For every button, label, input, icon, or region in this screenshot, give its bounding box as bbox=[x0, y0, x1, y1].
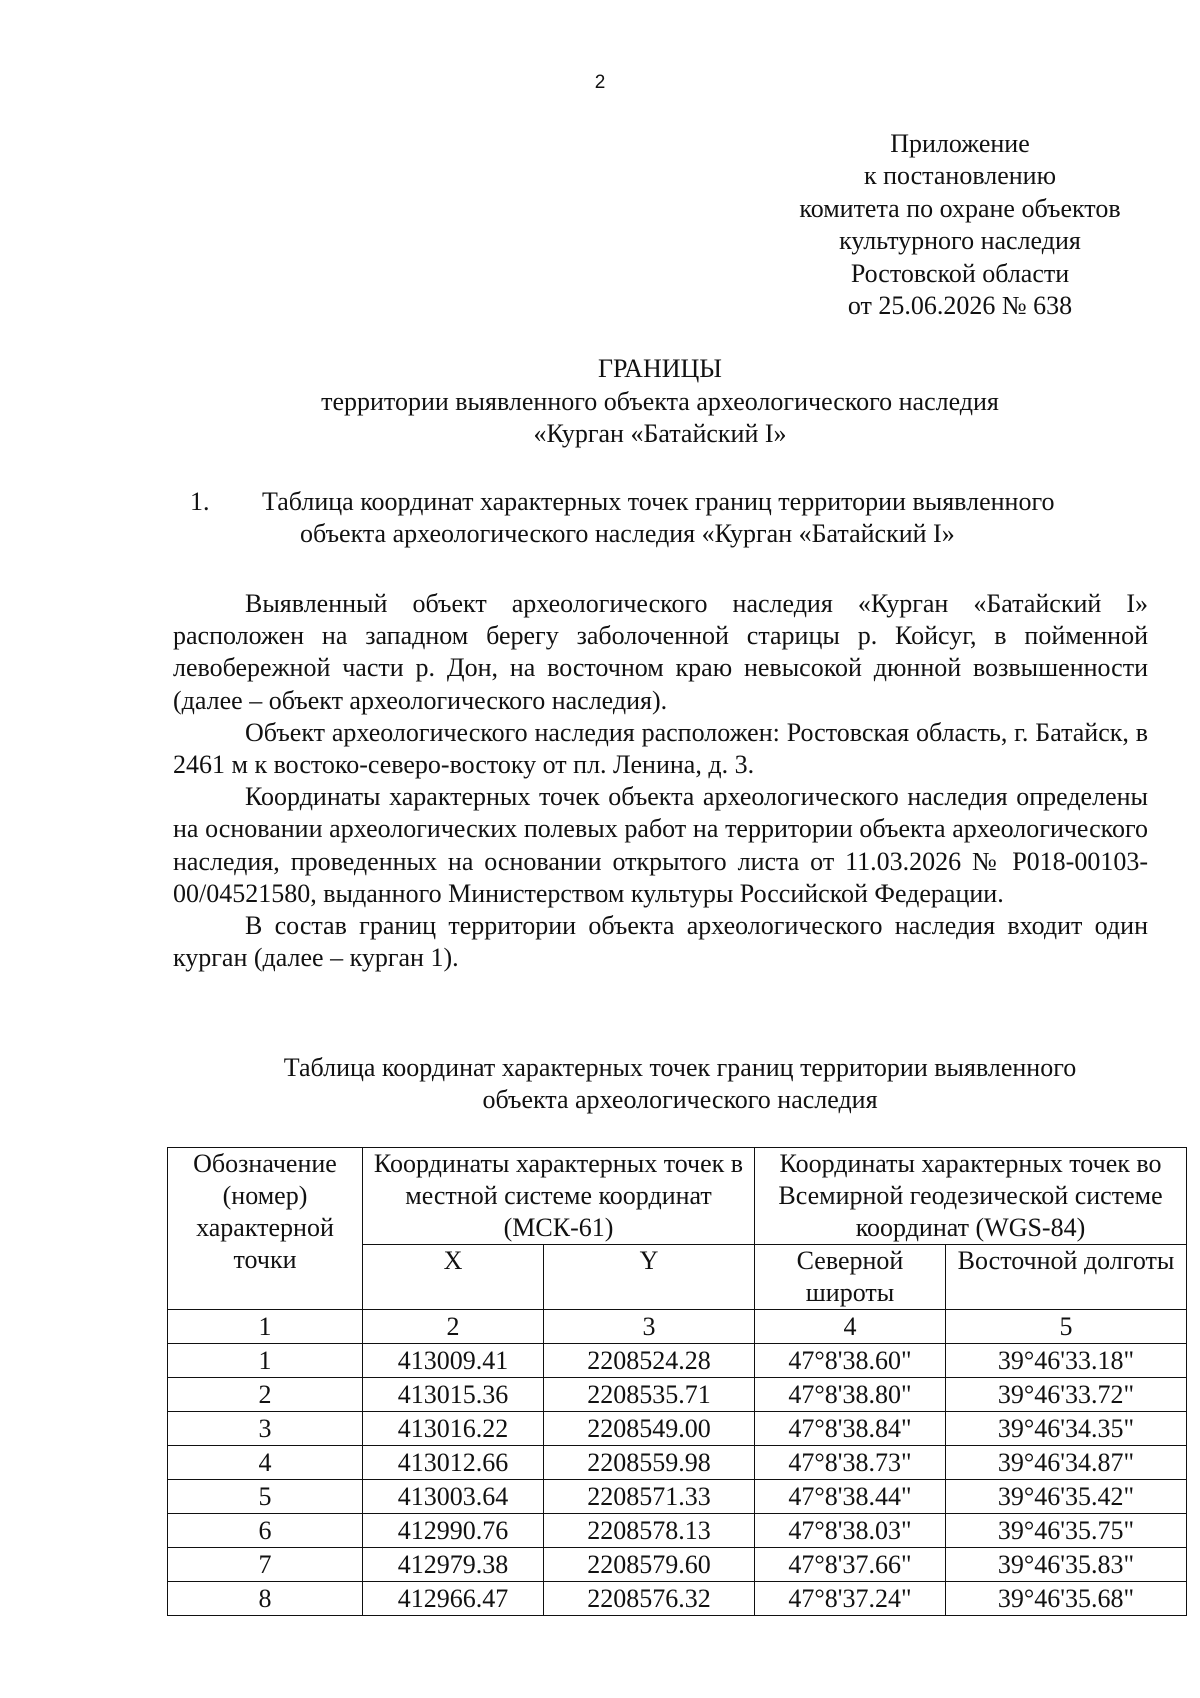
body-text bbox=[173, 588, 1148, 974]
coord-x: 412966.47 bbox=[363, 1582, 544, 1616]
coord-y: 2208576.32 bbox=[544, 1582, 755, 1616]
coord-x: 413003.64 bbox=[363, 1480, 544, 1514]
paragraph: Выявленный объект археологического наследия «Курган «Батайский I» расположен на западном берегу заболоченной старицы р. Койсуг, в пойменной левобережной части р. Дон, на восточном краю невысокой дюнной возвышенности (далее – объект археологического наследия). bbox=[173, 589, 1148, 715]
appendix-line: Ростовской области bbox=[850, 258, 1070, 288]
appendix-line: комитета по охране объектов bbox=[799, 193, 1121, 223]
coord-x: 413012.66 bbox=[363, 1446, 544, 1480]
column-number: 1 bbox=[168, 1310, 363, 1344]
appendix-line: к постановлению bbox=[863, 161, 1057, 191]
appendix-line: культурного наследия bbox=[839, 226, 1081, 256]
column-number: 3 bbox=[544, 1310, 755, 1344]
header-latitude: Северной широты bbox=[755, 1245, 946, 1310]
latitude: 47°8'38.44" bbox=[755, 1480, 946, 1514]
latitude: 47°8'37.66" bbox=[755, 1548, 946, 1582]
page-number: 2 bbox=[594, 72, 606, 93]
longitude: 39°46'34.35" bbox=[946, 1412, 1187, 1446]
table-row bbox=[168, 1514, 1187, 1548]
table-row bbox=[168, 1548, 1187, 1582]
latitude: 47°8'38.73" bbox=[755, 1446, 946, 1480]
header-local-system: Координаты характерных точек в местной системе координат (МСК-61) bbox=[363, 1148, 755, 1245]
section-number: 1. bbox=[190, 487, 210, 516]
coord-y: 2208559.98 bbox=[544, 1446, 755, 1480]
section-title-line: Таблица координат характерных точек границ территории выявленного bbox=[262, 487, 1055, 516]
document-heading bbox=[100, 353, 1200, 451]
section-title-line: объекта археологического наследия «Курган «Батайский I» bbox=[300, 519, 955, 548]
latitude: 47°8'38.80" bbox=[755, 1378, 946, 1412]
longitude: 39°46'33.18" bbox=[946, 1344, 1187, 1378]
point-number: 6 bbox=[168, 1514, 363, 1548]
paragraph: Координаты характерных точек объекта археологического наследия определены на основании археологических полевых работ на территории объекта археологического наследия, проведенных на основании открытого листа от 11.03.2026 № Р018-00103-00/04521580, выданного Министерством культуры Российской Федерации. bbox=[173, 782, 1148, 908]
header-point-designation: Обозначение (номер) характерной точки bbox=[168, 1148, 363, 1310]
coord-y: 2208571.33 bbox=[544, 1480, 755, 1514]
table-row bbox=[168, 1344, 1187, 1378]
coord-y: 2208549.00 bbox=[544, 1412, 755, 1446]
object-name: «Курган «Батайский I» bbox=[533, 419, 787, 449]
point-number: 7 bbox=[168, 1548, 363, 1582]
coordinates-table bbox=[167, 1147, 1187, 1616]
point-number: 3 bbox=[168, 1412, 363, 1446]
coord-y: 2208535.71 bbox=[544, 1378, 755, 1412]
column-number: 5 bbox=[946, 1310, 1187, 1344]
header-longitude: Восточной долготы bbox=[946, 1245, 1187, 1310]
coord-x: 412979.38 bbox=[363, 1548, 544, 1582]
table-caption bbox=[200, 1052, 1160, 1116]
point-number: 1 bbox=[168, 1344, 363, 1378]
longitude: 39°46'35.68" bbox=[946, 1582, 1187, 1616]
header-y: Y bbox=[544, 1245, 755, 1310]
coord-x: 412990.76 bbox=[363, 1514, 544, 1548]
latitude: 47°8'38.03" bbox=[755, 1514, 946, 1548]
table-caption-line: Таблица координат характерных точек границ территории выявленного bbox=[283, 1053, 1077, 1082]
coord-y: 2208578.13 bbox=[544, 1514, 755, 1548]
longitude: 39°46'35.75" bbox=[946, 1514, 1187, 1548]
document-title: ГРАНИЦЫ bbox=[598, 354, 722, 383]
longitude: 39°46'33.72" bbox=[946, 1378, 1187, 1412]
paragraph: В состав границ территории объекта археологического наследия входит один курган (далее – курган 1). bbox=[173, 911, 1148, 973]
point-number: 4 bbox=[168, 1446, 363, 1480]
appendix-line: от 25.06.2026 № 638 bbox=[847, 291, 1073, 321]
coord-y: 2208524.28 bbox=[544, 1344, 755, 1378]
longitude: 39°46'34.87" bbox=[946, 1446, 1187, 1480]
appendix-line: Приложение bbox=[890, 129, 1030, 158]
header-wgs-system: Координаты характерных точек во Всемирной геодезической системе координат (WGS-84) bbox=[755, 1148, 1187, 1245]
table-row bbox=[168, 1446, 1187, 1480]
table-header-row bbox=[168, 1148, 1187, 1245]
table-row bbox=[168, 1378, 1187, 1412]
table-row bbox=[168, 1582, 1187, 1616]
paragraph: Объект археологического наследия расположен: Ростовская область, г. Батайск, в 2461 м к востоко-северо-востоку от пл. Ленина, д. 3. bbox=[173, 717, 1148, 780]
point-number: 5 bbox=[168, 1480, 363, 1514]
table-row bbox=[168, 1480, 1187, 1514]
appendix-block bbox=[770, 128, 1150, 322]
header-x: X bbox=[363, 1245, 544, 1310]
table-row bbox=[168, 1412, 1187, 1446]
coord-y: 2208579.60 bbox=[544, 1548, 755, 1582]
column-number: 4 bbox=[755, 1310, 946, 1344]
latitude: 47°8'38.84" bbox=[755, 1412, 946, 1446]
longitude: 39°46'35.83" bbox=[946, 1548, 1187, 1582]
column-number: 2 bbox=[363, 1310, 544, 1344]
coord-x: 413016.22 bbox=[363, 1412, 544, 1446]
point-number: 8 bbox=[168, 1582, 363, 1616]
document-subtitle: территории выявленного объекта археологического наследия bbox=[321, 386, 999, 416]
longitude: 39°46'35.42" bbox=[946, 1480, 1187, 1514]
table-caption-line: объекта археологического наследия bbox=[482, 1085, 878, 1114]
coord-x: 413015.36 bbox=[363, 1378, 544, 1412]
coord-x: 413009.41 bbox=[363, 1344, 544, 1378]
latitude: 47°8'37.24" bbox=[755, 1582, 946, 1616]
point-number: 2 bbox=[168, 1378, 363, 1412]
latitude: 47°8'38.60" bbox=[755, 1344, 946, 1378]
column-number-row bbox=[168, 1310, 1187, 1344]
